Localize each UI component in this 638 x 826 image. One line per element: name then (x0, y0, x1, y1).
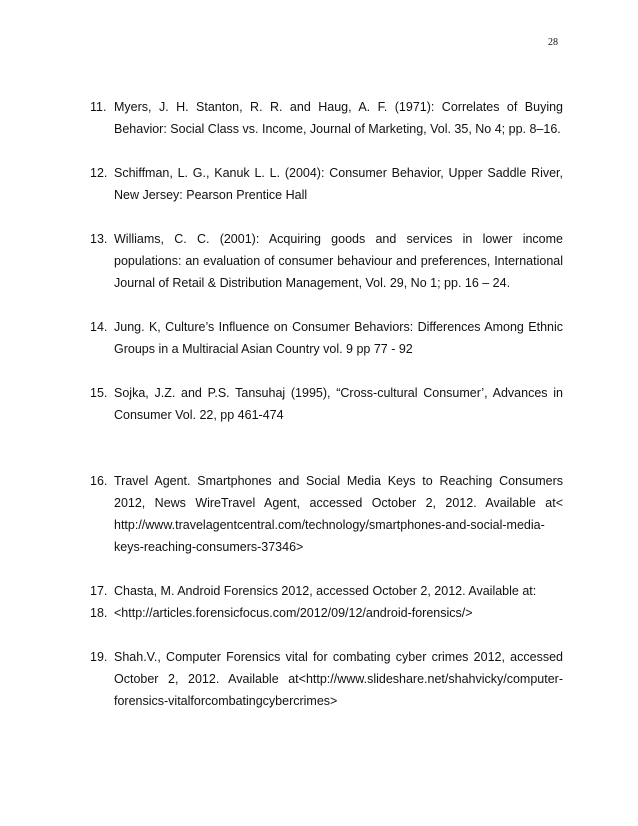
reference-number: 17. (90, 584, 108, 598)
reference-item-16 (90, 470, 563, 558)
reference-list (90, 96, 563, 712)
reference-item-19 (90, 646, 563, 712)
reference-item-18 (90, 602, 563, 624)
reference-item-14 (90, 316, 563, 360)
reference-item-17 (90, 580, 563, 602)
reference-item-15 (90, 382, 563, 426)
page-number: 28 (548, 37, 558, 48)
reference-item-11 (90, 96, 563, 140)
reference-text: Myers, J. H. Stanton, R. R. and Haug, A. F. (1971): Correlates of Buying Behavior: Social Class vs. Income, Journal of Marketing, Vol. 35, No 4; pp. 8–16. (114, 100, 563, 136)
reference-text: <http://articles.forensicfocus.com/2012/09/12/android-forensics/> (114, 606, 473, 620)
reference-number: 12. (90, 166, 108, 180)
reference-text: Williams, C. C. (2001): Acquiring goods and services in lower income populations: an evaluation of consumer behaviour and preferences, International Journal of Retail & Distribution Management, Vol. 29, No 1; pp. 16 – 24. (114, 232, 563, 290)
reference-number: 15. (90, 386, 108, 400)
reference-item-13 (90, 228, 563, 294)
reference-number: 13. (90, 232, 108, 246)
reference-number: 18. (90, 606, 108, 620)
reference-text: Chasta, M. Android Forensics 2012, accessed October 2, 2012. Available at: (114, 584, 537, 598)
reference-text: Sojka, J.Z. and P.S. Tansuhaj (1995), “Cross-cultural Consumer’, Advances in Consumer Vol. 22, pp 461-474 (114, 386, 563, 422)
reference-number: 14. (90, 320, 108, 334)
reference-text: Jung. K, Culture’s Influence on Consumer Behaviors: Differences Among Ethnic Groups in a Multiracial Asian Country vol. 9 pp 77 - 92 (114, 320, 563, 356)
reference-item-12 (90, 162, 563, 206)
reference-number: 11. (90, 100, 107, 114)
reference-text: Travel Agent. Smartphones and Social Media Keys to Reaching Consumers 2012, News WireTravel Agent, accessed October 2, 2012. Available at< http://www.travelagentcentral.com/technology/smartphones-and-social-media-keys-reaching-consumers-37346> (114, 474, 563, 554)
reference-number: 19. (90, 650, 108, 664)
reference-text: Shah.V., Computer Forensics vital for combating cyber crimes 2012, accessed October 2, 2012. Available at<http://www.slideshare.net/shahvicky/computer-forensics-vitalforcombatingcybercrimes> (114, 650, 563, 708)
reference-text: Schiffman, L. G., Kanuk L. L. (2004): Consumer Behavior, Upper Saddle River, New Jersey: Pearson Prentice Hall (114, 166, 563, 202)
reference-number: 16. (90, 474, 108, 488)
